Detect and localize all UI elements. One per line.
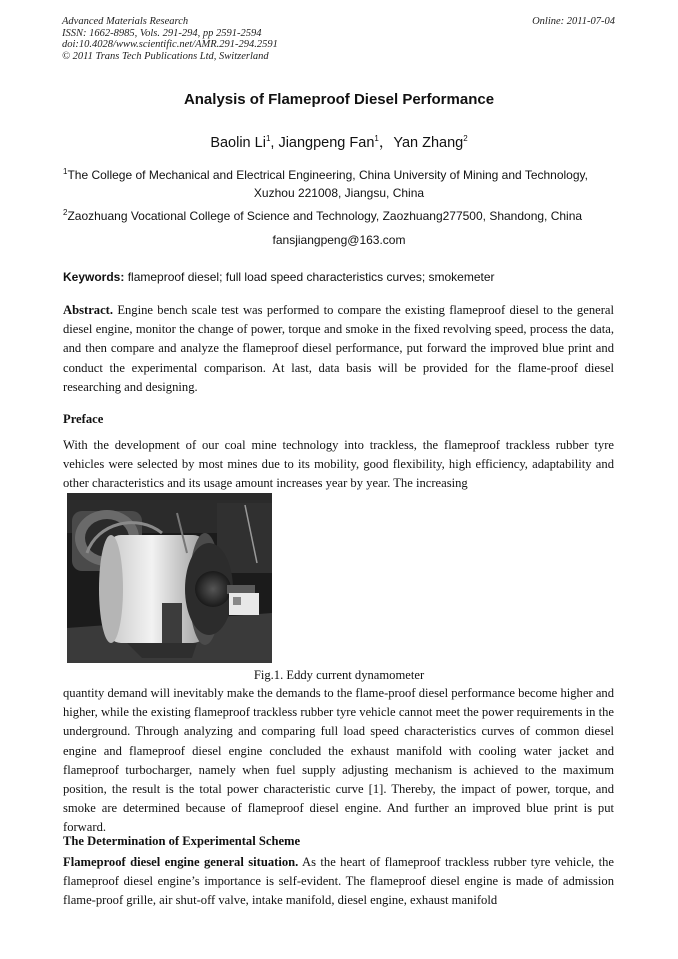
figure-caption: Fig.1. Eddy current dynamometer bbox=[253, 668, 425, 682]
keywords bbox=[63, 270, 495, 284]
author-name: Jiangpeng Fan bbox=[278, 135, 375, 151]
affiliation-1-address: Xuzhou 221008, Jiangsu, China bbox=[253, 186, 425, 200]
author-separator: , bbox=[270, 135, 279, 151]
doi-line: doi:10.4028/www.scientific.net/AMR.291-294.2591 bbox=[62, 39, 278, 51]
affiliation-text: The College of Mechanical and Electrical Engineering, China University of Mining and Technology, bbox=[67, 168, 588, 182]
author-list bbox=[0, 131, 678, 152]
journal-name: Advanced Materials Research bbox=[62, 16, 189, 27]
affiliation-text: Zaozhuang Vocational College of Science and Technology, Zaozhuang277500, Shandong, China bbox=[67, 209, 583, 223]
keywords-label: Keywords: bbox=[63, 270, 125, 284]
affiliation-mark: 1 bbox=[63, 167, 68, 176]
dynamometer-photo bbox=[67, 493, 272, 663]
abstract-label: Abstract. bbox=[63, 303, 114, 317]
contact-email: fansjiangpeng@163.com bbox=[272, 233, 406, 247]
author-affiliation-mark: 1 bbox=[374, 134, 379, 144]
paragraph-text: As the heart of flameproof trackless rubber tyre vehicle, the flameproof diesel engine’s importance is self-evident. The flameproof diesel engine is made of admission flame-proof grille, air shut-off valve, intake manifold, diesel engine, exhaust manifold bbox=[63, 855, 614, 908]
issn-line: ISSN: 1662-8985, Vols. 291-294, pp 2591-2594 bbox=[62, 27, 262, 39]
paper-title: Analysis of Flameproof Diesel Performance bbox=[183, 91, 495, 108]
affiliation-mark: 2 bbox=[63, 208, 68, 217]
preface-paragraph: With the development of our coal mine technology into trackless, the flameproof trackless rubber tyre vehicles were selected by most mines due to its mobility, good flexibility, high efficiency, adaptability and other characteristics and its usage amount increases year by year. The increasing bbox=[63, 438, 614, 491]
author-affiliation-mark: 1 bbox=[265, 134, 271, 144]
section-heading-determination: The Determination of Experimental Scheme bbox=[63, 834, 301, 848]
copyright-line: © 2011 Trans Tech Publications Ltd, Switzerland bbox=[62, 50, 269, 62]
journal-header bbox=[62, 16, 278, 62]
abstract bbox=[63, 301, 614, 397]
figure-dynamometer-photo bbox=[67, 493, 272, 663]
keywords-text: flameproof diesel; full load speed characteristics curves; smokemeter bbox=[124, 270, 495, 284]
preface-paragraph-continued: quantity demand will inevitably make the demands to the flame-proof diesel performance become higher and higher, while the existing flameproof trackless rubber tyre vehicle cannot meet the power requirements in the underground. Through analyzing and comparing full load speed characteristics curves of common diesel engine and flameproof diesel engine concluded the exhaust manifold with cooling water jacket and flameproof turbocharger, namely when fuel supply adjusting mechanism is achieved to the maximum position, the result is the total power characteristic curve [1]. Thereby, the impact of power, torque, and smoke are determined because of flameproof diesel engine. And further an improved blue print is put forward. bbox=[63, 686, 614, 835]
author-affiliation-mark: 2 bbox=[463, 134, 468, 144]
abstract-text: Engine bench scale test was performed to compare the existing flameproof diesel to the general diesel engine, monitor the change of power, torque and smoke in the fixed revolving speed, process the data, and then compare and analyze the flameproof diesel performance, put forward the improved blue print and conduct the experimental comparison. At last, data basis will be provided for the flame-proof diesel researching and designing. bbox=[63, 303, 614, 394]
affiliation-2 bbox=[63, 207, 582, 225]
section-heading-preface: Preface bbox=[63, 412, 104, 426]
author-name: Baolin Li bbox=[210, 135, 266, 151]
author-name: Yan Zhang bbox=[393, 135, 464, 151]
determination-paragraph bbox=[63, 853, 614, 911]
author-separator: ， bbox=[378, 135, 394, 151]
online-date: Online: 2011-07-04 bbox=[532, 16, 615, 27]
subsection-lead: Flameproof diesel engine general situation. bbox=[63, 855, 299, 869]
affiliation-1 bbox=[63, 166, 588, 184]
